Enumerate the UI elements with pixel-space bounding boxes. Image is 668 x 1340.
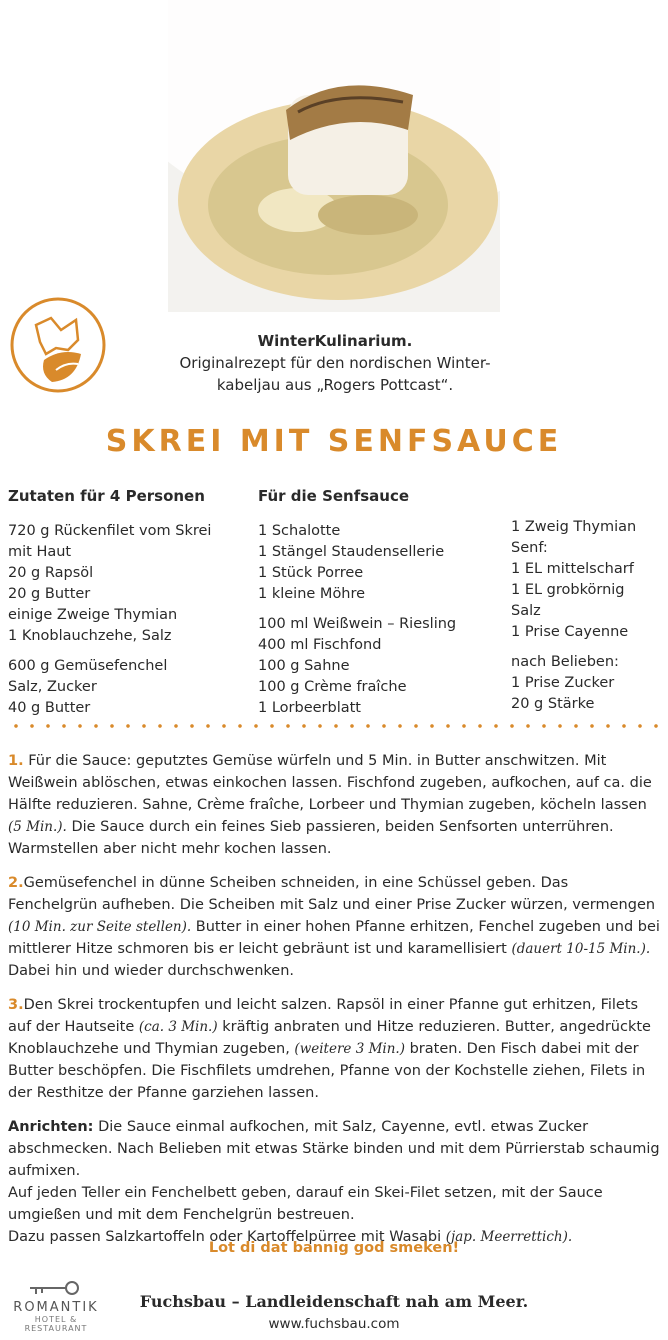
ingredient-item: 1 kleine Möhre: [258, 586, 366, 602]
ingredient-item: 1 Schalotte: [258, 523, 341, 539]
serving-text: Auf jeden Teller ein Fenchelbett geben, darauf ein Skei-Filet setzen, mit der Sauce umgießen und mit dem Fenchelgrün bestreuen.: [8, 1185, 603, 1223]
ingredient-item: 1 EL grobkörnig: [511, 582, 625, 598]
ingredient-item: Senf:: [511, 540, 548, 556]
step-text: Butter in einer hohen Pfanne erhitzen, Fenchel zugeben und bei mittlerer Hitze schmoren bis er leicht gebräunt ist und karamellisiert: [8, 919, 660, 957]
ingredient-item: 100 ml Weißwein – Riesling: [258, 616, 457, 632]
ingredient-item: 600 g Gemüsefenchel: [8, 658, 168, 674]
ingredient-item: mit Haut: [8, 544, 72, 560]
intro-text-line1: Originalrezept für den nordischen Winter-: [179, 354, 491, 372]
ingredient-item: 1 Prise Cayenne: [511, 624, 629, 640]
ingredient-item: 1 Knoblauchzehe, Salz: [8, 628, 172, 644]
step-note: (dauert 10-15 Min.).: [511, 941, 651, 957]
serving-text: Dazu passen Salzkartoffeln oder Kartoffelpürree mit Wasabi: [8, 1229, 446, 1245]
step-number: 3.: [8, 997, 24, 1013]
footer-title: Fuchsbau – Landleidenschaft nah am Meer.: [139, 1292, 529, 1311]
ingredient-item: 1 Prise Zucker: [511, 675, 615, 691]
ingredient-item: 40 g Butter: [8, 700, 91, 716]
intro-block: [150, 330, 520, 396]
ingredients-heading: Zutaten für 4 Personen: [8, 487, 205, 505]
fox-logo-icon: [6, 290, 116, 400]
ingredient-item: 1 Lorbeerblatt: [258, 700, 361, 716]
brand-sub: HOTEL & RESTAURANT: [24, 1315, 88, 1333]
serving-instructions: [8, 1116, 660, 1248]
step-note: (weitere 3 Min.): [294, 1041, 405, 1057]
step-text: Gemüsefenchel in dünne Scheiben schneiden, in eine Schüssel geben. Das Fenchelgrün aufheben. Die Scheiben mit Salz und einer Prise Zucker würzen, vermengen: [8, 875, 656, 913]
ingredient-item: 20 g Stärke: [511, 696, 595, 712]
footer-url[interactable]: www.fuchsbau.com: [268, 1316, 400, 1332]
dotted-divider: [8, 722, 660, 730]
ingredients-column-2: [258, 486, 498, 719]
ingredient-item: 20 g Butter: [8, 586, 91, 602]
step-text: Die Sauce durch ein feines Sieb passieren, beiden Senfsorten unterrühren. Warmstellen aber nicht mehr kochen lassen.: [8, 819, 614, 857]
steps-section: [8, 750, 660, 1260]
ingredient-item: Salz, Zucker: [8, 679, 97, 695]
dish-illustration: [168, 0, 500, 312]
step-text: Dabei hin und wieder durchschwenken.: [8, 963, 295, 979]
ingredient-item: 100 g Crème fraîche: [258, 679, 407, 695]
recipe-title: SKREI MIT SENFSAUCE: [105, 424, 563, 459]
ingredient-item: 400 ml Fischfond: [258, 637, 382, 653]
ingredients-column-1: [8, 486, 238, 719]
ingredient-item: 100 g Sahne: [258, 658, 350, 674]
ingredient-item: 1 Zweig Thymian: [511, 519, 637, 535]
ingredient-item: einige Zweige Thymian: [8, 607, 178, 623]
motto: Lot di dat bannig god smeken!: [208, 1240, 460, 1256]
serving-label: Anrichten:: [8, 1119, 94, 1135]
step-1: [8, 750, 660, 860]
ingredient-item: 20 g Rapsöl: [8, 565, 94, 581]
ingredient-item: 720 g Rückenfilet vom Skrei: [8, 523, 212, 539]
serving-text: Die Sauce einmal aufkochen, mit Salz, Cayenne, evtl. etwas Zucker abschmecken. Nach Belieben mit etwas Stärke binden und mit dem Pürrierstab schaumig aufmixen.: [8, 1119, 660, 1179]
step-note: (10 Min. zur Seite stellen).: [8, 919, 192, 935]
step-text: kräftig anbraten und Hitze reduzieren. Butter, angedrückte Knoblauchzehe und Thymian zugeben,: [8, 1019, 651, 1057]
ingredient-item: 1 Stängel Staudensellerie: [258, 544, 445, 560]
step-3: [8, 994, 660, 1104]
ingredient-item: 1 EL mittelscharf: [511, 561, 634, 577]
intro-text-line2: kabeljau aus „Rogers Pottcast“.: [216, 376, 454, 394]
step-note: (5 Min.).: [8, 819, 67, 835]
step-2: [8, 872, 660, 982]
ingredient-item: 1 Stück Porree: [258, 565, 364, 581]
sauce-heading: Für die Senfsauce: [258, 487, 410, 505]
step-text: braten. Den Fisch dabei mit der Butter beschöpfen. Die Fischfilets umdrehen, Pfanne von der Kochstelle ziehen, Filets in der Resthitze der Pfanne garziehen lassen.: [8, 1041, 646, 1101]
ingredient-item: nach Belieben:: [511, 654, 619, 670]
step-number: 1.: [8, 753, 24, 769]
intro-title: WinterKulinarium.: [257, 332, 413, 350]
serving-note: (jap. Meerrettich).: [445, 1229, 573, 1245]
step-note: (ca. 3 Min.): [138, 1019, 218, 1035]
brand-name: ROMANTIK: [13, 1300, 99, 1315]
ingredient-item: Salz: [511, 603, 541, 619]
step-number: 2.: [8, 875, 24, 891]
step-text: Für die Sauce: geputztes Gemüse würfeln und 5 Min. in Butter anschwitzen. Mit Weißwein ablöschen, etwas einkochen lassen. Fischfond zugeben, aufkochen, auf ca. die Hälfte reduzieren. Sahne, Crème fraîche, Lorbeer und Thymian zugeben, köcheln lassen: [8, 753, 652, 813]
dish-photo: [168, 0, 500, 312]
step-text: Den Skrei trockentupfen und leicht salzen. Rapsöl in einer Pfanne gut erhitzen, Filets auf der Hautseite: [8, 997, 639, 1035]
ingredients-column-3: [511, 517, 661, 715]
